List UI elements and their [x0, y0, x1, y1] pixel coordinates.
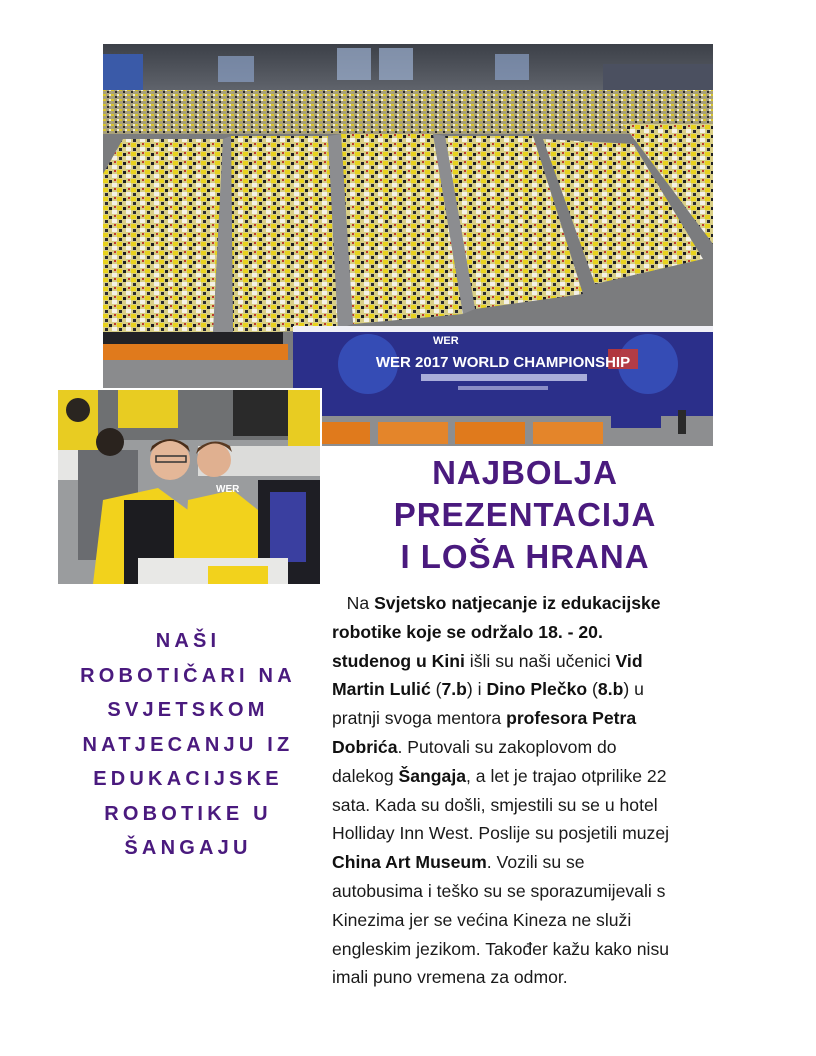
article-body: [332, 589, 752, 992]
caption-line-5: EDUKACIJSKE: [93, 768, 283, 790]
championship-hall-photo: [103, 44, 713, 446]
body-line: [332, 675, 752, 704]
text-run: Na: [346, 593, 375, 613]
bold-run: Svjetsko natjecanje iz edukacijske: [374, 593, 661, 613]
vest-logo-text: WER: [216, 484, 240, 495]
text-run: ) u: [623, 679, 644, 700]
side-caption: [60, 624, 316, 866]
bold-run: 8.b: [597, 679, 624, 700]
caption-line-3: SVJETSKOM: [107, 699, 269, 721]
body-line: engleskim jezikom. Također kažu kako nisu: [332, 938, 670, 959]
caption-line-1: NAŠI: [155, 630, 221, 652]
body-line: [332, 589, 752, 618]
bold-run: 7.b: [441, 679, 467, 700]
body-line: autobusima i teško su se sporazumijevali s: [332, 880, 666, 901]
caption-line-6: ROBOTIKE U: [104, 802, 272, 825]
text-run: (: [430, 679, 442, 700]
caption-line-7: ŠANGAJU: [124, 837, 252, 859]
caption-line-2: ROBOTIČARI NA: [80, 664, 296, 687]
banner-title-text: WER 2017 WORLD CHAMPIONSHIP: [375, 354, 631, 371]
headline-line-2: PREZENTACIJA: [393, 496, 657, 533]
bold-run: robotike koje se održalo 18. - 20.: [332, 621, 603, 642]
text-run: pratnji svoga mentora: [332, 708, 507, 729]
body-line: Kinezima jer se većina Kineza ne služi: [332, 909, 632, 930]
bold-run: China Art Museum: [332, 852, 487, 873]
body-line: [332, 848, 752, 877]
headline-line-1: NAJBOLJA: [432, 454, 618, 491]
body-line: [332, 647, 752, 676]
article-headline: [330, 452, 720, 578]
bold-run: profesora Petra: [506, 708, 637, 729]
body-line: imali puno vremena za odmor.: [332, 967, 568, 988]
body-line: Holliday Inn West. Poslije su posjetili muzej: [332, 823, 670, 844]
body-line: [332, 704, 752, 733]
bold-run: Šangaja: [398, 765, 467, 786]
bold-run: Martin Lulić: [332, 679, 431, 700]
banner-logo-text: WER: [433, 335, 459, 347]
text-run: , a let je trajao otprilike 22: [466, 765, 667, 786]
caption-line-4: NATJECANJU IZ: [82, 733, 294, 756]
text-run: (: [587, 679, 598, 700]
headline-line-3: I LOŠA HRANA: [400, 538, 650, 575]
text-run: dalekog: [332, 765, 399, 786]
bold-run: Vid: [615, 650, 643, 671]
bold-run: Dino Plečko: [486, 679, 588, 700]
text-run: . Putovali su zakoplovom do: [397, 736, 617, 757]
text-run: išli su naši učenici: [464, 650, 616, 671]
bold-run: Dobrića: [332, 736, 398, 757]
body-line: [332, 733, 752, 762]
body-line: [332, 762, 752, 791]
students-photo: [56, 388, 322, 586]
body-line: [332, 618, 752, 647]
body-line: sata. Kada su došli, smjestili su se u hotel: [332, 794, 658, 815]
text-run: . Vozili su se: [486, 852, 585, 873]
bold-run: studenog u Kini: [332, 650, 465, 671]
text-run: ) i: [466, 679, 487, 700]
